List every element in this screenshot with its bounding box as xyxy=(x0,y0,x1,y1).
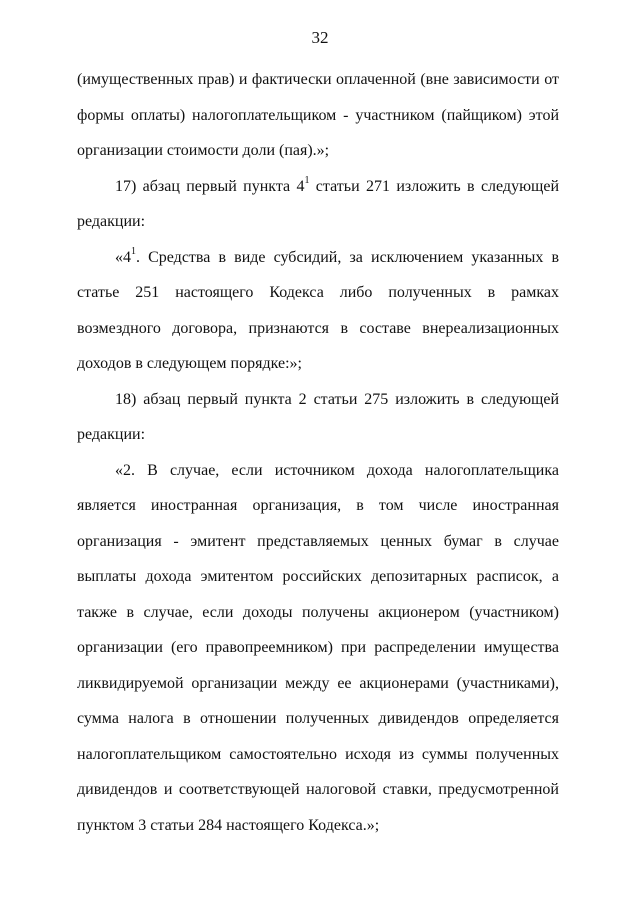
paragraph-text: . Средства в виде субсидий, за исключением указанных в статье 251 настоящего Кодекса либо полученных в рамках возмездного договора, признаются в составе внереализационных доходов в следующем порядке:»; xyxy=(77,248,559,372)
superscript: 1 xyxy=(304,175,310,187)
paragraph-text: статьи 271 изложить в следующей редакции: xyxy=(77,177,560,230)
paragraph-item-18: 18) абзац первый пункта 2 статьи 275 изложить в следующей редакции: xyxy=(77,390,559,443)
paragraph-item-17 xyxy=(77,169,559,240)
paragraph-quote-4-1 xyxy=(77,240,559,382)
superscript: 1 xyxy=(131,246,136,258)
document-body xyxy=(77,62,559,843)
paragraph-continuation: (имущественных прав) и фактически оплаченной (вне зависимости от формы оплаты) налогоплательщиком - участником (пайщиком) этой организации стоимости доли (пая).»; xyxy=(77,71,559,159)
paragraph-text: «4 xyxy=(115,248,131,266)
page-number: 32 xyxy=(311,28,329,47)
paragraph-text: 17) абзац первый пункта 4 xyxy=(115,177,305,195)
paragraph-quote-2: «2. В случае, если источником дохода налогоплательщика является иностранная организация, в том числе иностранная организация - эмитент представляемых ценных бумаг в случае выплаты дохода эмитентом российских депозитарных расписок, а также в случае, если доходы получены акционером (участником) организации (его правопреемником) при распределении имущества ликвидируемой организации между ее акционерами (участниками), сумма налога в отношении полученных дивидендов определяется налогоплательщиком самостоятельно исходя из суммы полученных дивидендов и соответствующей налоговой ставки, предусмотренной пунктом 3 статьи 284 настоящего Кодекса.»; xyxy=(77,461,559,834)
